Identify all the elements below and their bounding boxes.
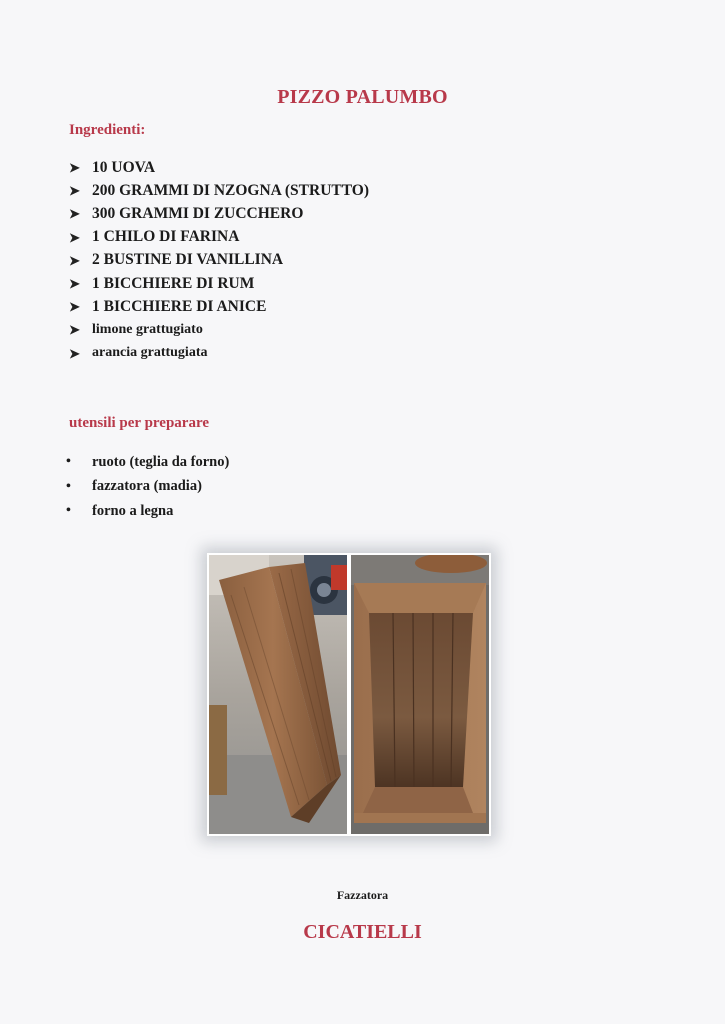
ingredients-heading: Ingredienti: xyxy=(69,122,146,138)
arrow-bullet-icon: ➤ xyxy=(69,160,80,176)
arrow-bullet-icon: ➤ xyxy=(69,183,80,199)
dot-bullet-icon: • xyxy=(66,503,71,519)
tools-heading: utensili per preparare xyxy=(69,415,209,431)
ingredient-text: 1 BICCHIERE DI ANICE xyxy=(92,297,267,315)
fazzatora-side-photo xyxy=(209,555,347,834)
list-item xyxy=(69,318,369,341)
ingredient-text: 2 BUSTINE DI VANILLINA xyxy=(92,251,284,269)
arrow-bullet-icon: ➤ xyxy=(69,345,80,361)
list-item xyxy=(69,226,369,249)
arrow-bullet-icon: ➤ xyxy=(69,276,80,292)
ingredient-text: limone grattugiato xyxy=(92,321,203,337)
tool-text: fazzatora (madia) xyxy=(92,478,202,495)
list-item xyxy=(69,272,369,295)
tool-text: forno a legna xyxy=(92,502,174,519)
list-item xyxy=(69,342,369,365)
list-item xyxy=(66,450,229,475)
tools-list xyxy=(66,450,229,524)
list-item xyxy=(69,202,369,225)
page-title: PIZZO PALUMBO xyxy=(277,86,448,108)
list-item xyxy=(69,249,369,272)
ingredient-text: 200 GRAMMI DI NZOGNA (STRUTTO) xyxy=(92,181,370,199)
arrow-bullet-icon: ➤ xyxy=(69,206,80,222)
arrow-bullet-icon: ➤ xyxy=(69,229,80,245)
photo-caption: Fazzatora xyxy=(336,888,389,902)
list-item xyxy=(69,179,369,202)
list-item xyxy=(66,475,229,500)
ingredient-text: arancia grattugiata xyxy=(92,345,208,361)
ingredients-list xyxy=(69,156,369,365)
arrow-bullet-icon: ➤ xyxy=(69,252,80,268)
fazzatora-top-photo xyxy=(351,555,489,834)
ingredient-text: 1 BICCHIERE DI RUM xyxy=(92,274,255,292)
arrow-bullet-icon: ➤ xyxy=(69,299,80,315)
tool-text: ruoto (teglia da forno) xyxy=(92,453,230,470)
dot-bullet-icon: • xyxy=(66,454,71,470)
list-item xyxy=(69,156,369,179)
dot-bullet-icon: • xyxy=(66,478,71,494)
list-item xyxy=(69,295,369,318)
next-recipe-title: CICATIELLI xyxy=(303,921,422,943)
list-item xyxy=(66,499,229,524)
ingredient-text: 10 UOVA xyxy=(92,158,156,176)
fazzatora-photo xyxy=(207,553,491,836)
ingredient-text: 1 CHILO DI FARINA xyxy=(92,228,240,246)
arrow-bullet-icon: ➤ xyxy=(69,322,80,338)
ingredient-text: 300 GRAMMI DI ZUCCHERO xyxy=(92,204,304,222)
